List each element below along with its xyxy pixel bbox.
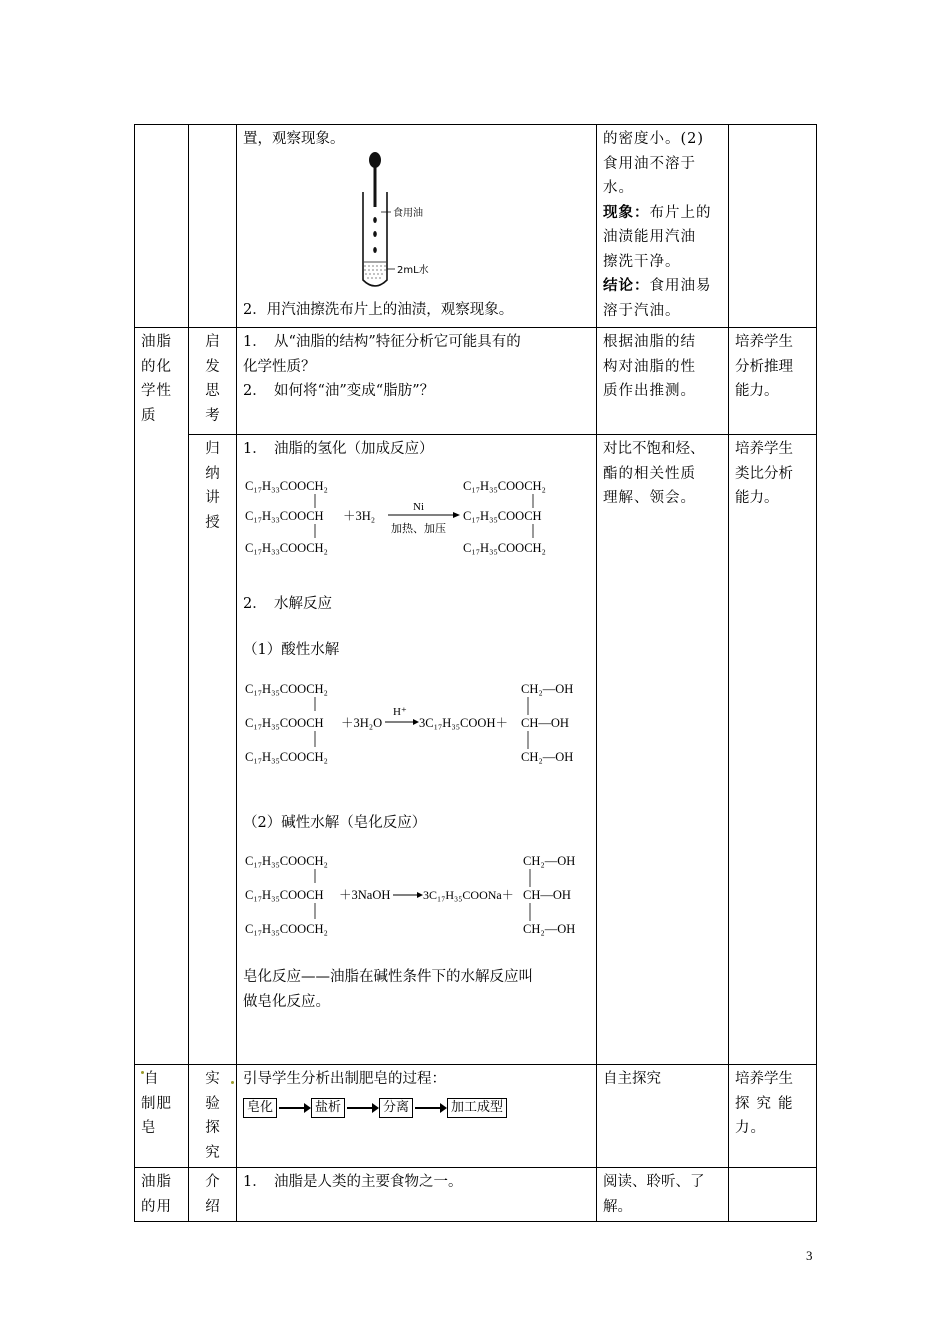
svg-text:C₁₇H₃₅COOCH: C₁₇H₃₅COOCH <box>245 888 324 902</box>
svg-text:＋3H₂: ＋3H₂ <box>343 508 376 523</box>
saponification-equation <box>243 849 593 949</box>
svg-text:C₁₇H₃₅COOCH₂: C₁₇H₃₅COOCH₂ <box>463 540 546 555</box>
table-row: 置，观察现象。 食用油 2mL水 2．用汽油擦洗布片上的油渍，观察现象。 的密度小。(2) 食用油不溶于 水。 现象：布片上的 油渍能用汽油 擦洗干净。 结论：食用油易 溶于汽油。 <box>135 125 817 328</box>
table-row: 自 制肥 皂 实 验 探 究 引导学生分析出制肥皂的过程： 皂化 盐析 分离 加工成型 自主探究 培养学生 探究能 力。 <box>135 1065 817 1168</box>
section-heading: 1． 油脂的氢化（加成反应） <box>243 441 434 457</box>
svg-text:C₁₇H₃₃COOCH₂: C₁₇H₃₃COOCH₂ <box>245 478 328 493</box>
svg-text:CH₂—OH: CH₂—OH <box>523 854 576 868</box>
svg-text:3C₁₇H₃₅COONa＋: 3C₁₇H₃₅COONa＋ <box>423 888 514 902</box>
svg-text:C₁₇H₃₅COOCH₂: C₁₇H₃₅COOCH₂ <box>245 922 328 936</box>
section-heading: 2． 水解反应 <box>243 595 332 612</box>
svg-text:3C₁₇H₃₅COOH＋: 3C₁₇H₃₅COOH＋ <box>419 715 508 730</box>
svg-text:＋3NaOH: ＋3NaOH <box>339 888 391 902</box>
flow-step: 加工成型 <box>447 1098 507 1118</box>
phenomenon-label: 现象： <box>603 203 650 221</box>
definition-text: 做皂化反应。 <box>243 993 330 1010</box>
experiment-text: 置，观察现象。 <box>243 131 345 147</box>
arrow-right-icon <box>415 1107 445 1109</box>
flow-step: 皂化 <box>243 1098 277 1118</box>
table-row: 油脂 的化 学性 质 启 发 思 考 1． 从“油脂的结构”特征分析它可能具有的 化学性质？ 2． 如何将“油”变成“脂肪”？ 根据油脂的结 构对油脂的性 质作出推测。 培养学生 分析推理 能力。 <box>135 328 817 435</box>
tube-label-oil: 食用油 <box>393 207 423 219</box>
test-tube-diagram <box>343 152 543 302</box>
subsection-heading: （2）碱性水解（皂化反应） <box>243 814 427 831</box>
tube-label-water: 2mL水 <box>397 264 429 276</box>
svg-text:CH₂—OH: CH₂—OH <box>521 681 574 696</box>
subsection-heading: （1）酸性水解 <box>243 642 340 658</box>
definition-text: 皂化反应——油脂在碱性条件下的水解反应叫 <box>243 969 533 985</box>
svg-text:CH—OH: CH—OH <box>521 715 569 730</box>
svg-text:Ni: Ni <box>413 500 424 513</box>
hydrogenation-equation <box>243 474 593 574</box>
table-row: 油脂 的用 介 绍 1． 油脂是人类的主要食物之一。 阅读、聆听、了 解。 <box>135 1168 817 1222</box>
arrow-right-icon <box>347 1107 377 1109</box>
experiment-text: 2．用汽油擦洗布片上的油渍，观察现象。 <box>243 301 514 318</box>
conclusion-label: 结论： <box>603 277 650 294</box>
svg-text:C₁₇H₃₅COOCH: C₁₇H₃₅COOCH <box>463 508 542 523</box>
svg-text:C₁₇H₃₅COOCH₂: C₁₇H₃₅COOCH₂ <box>463 478 546 493</box>
svg-text:C₁₇H₃₃COOCH₂: C₁₇H₃₃COOCH₂ <box>245 540 328 555</box>
svg-text:C₁₇H₃₃COOCH: C₁₇H₃₃COOCH <box>245 508 324 523</box>
flow-step: 盐析 <box>311 1098 345 1118</box>
table-row: 归 纳 讲 授 1． 油脂的氢化（加成反应） C₁₇H₃₃COOCH₂ C₁₇H₃₃COOCH C₁₇H₃₃COOCH₂ ＋3H₂ Ni 加热、加压 C₁₇H₃₅COOCH₂ C₁₇H₃₅COOCH C₁₇H₃₅COOCH₂ 2． 水解反应 （1）酸性水解 C₁₇H₃₅COOCH₂ C₁₇H₃₅COOCH C₁₇H₃₅COOCH₂ ＋3H₂O H⁺ 3C₁₇H₃₅COOH＋ CH₂—OH CH—OH CH₂—OH （2）碱性水解（皂化反应） C₁₇H₃₅COOCH₂ C₁₇H₃₅COOCH C₁₇H₃₅COOCH₂ ＋3NaOH 3C₁₇H₃₅COONa＋ CH₂—OH CH—OH CH₂—OH 皂化反应——油脂在碱性条件下的水解反应叫 做皂化反应。 对比不饱和烃、 酯的相关性质 理解、领会。 培养学生 类比分析 能力。 <box>135 435 817 1065</box>
svg-text:H⁺: H⁺ <box>393 705 407 718</box>
lesson-plan-table <box>134 124 817 1222</box>
page-number: 3 <box>806 1248 813 1263</box>
svg-text:加热、加压: 加热、加压 <box>391 521 446 535</box>
svg-text:CH—OH: CH—OH <box>523 888 571 902</box>
marker-dot <box>231 1081 234 1084</box>
svg-text:C₁₇H₃₅COOCH₂: C₁₇H₃₅COOCH₂ <box>245 749 328 764</box>
svg-text:C₁₇H₃₅COOCH₂: C₁₇H₃₅COOCH₂ <box>245 854 328 868</box>
arrow-right-icon <box>279 1107 309 1109</box>
svg-text:C₁₇H₃₅COOCH: C₁₇H₃₅COOCH <box>245 715 324 730</box>
flow-step: 分离 <box>379 1098 413 1118</box>
svg-text:＋3H₂O: ＋3H₂O <box>341 715 383 730</box>
acid-hydrolysis-equation <box>243 677 593 777</box>
svg-text:C₁₇H₃₅COOCH₂: C₁₇H₃₅COOCH₂ <box>245 681 328 696</box>
svg-text:CH₂—OH: CH₂—OH <box>523 922 576 936</box>
svg-text:CH₂—OH: CH₂—OH <box>521 749 574 764</box>
soap-process-flow <box>243 1098 590 1118</box>
